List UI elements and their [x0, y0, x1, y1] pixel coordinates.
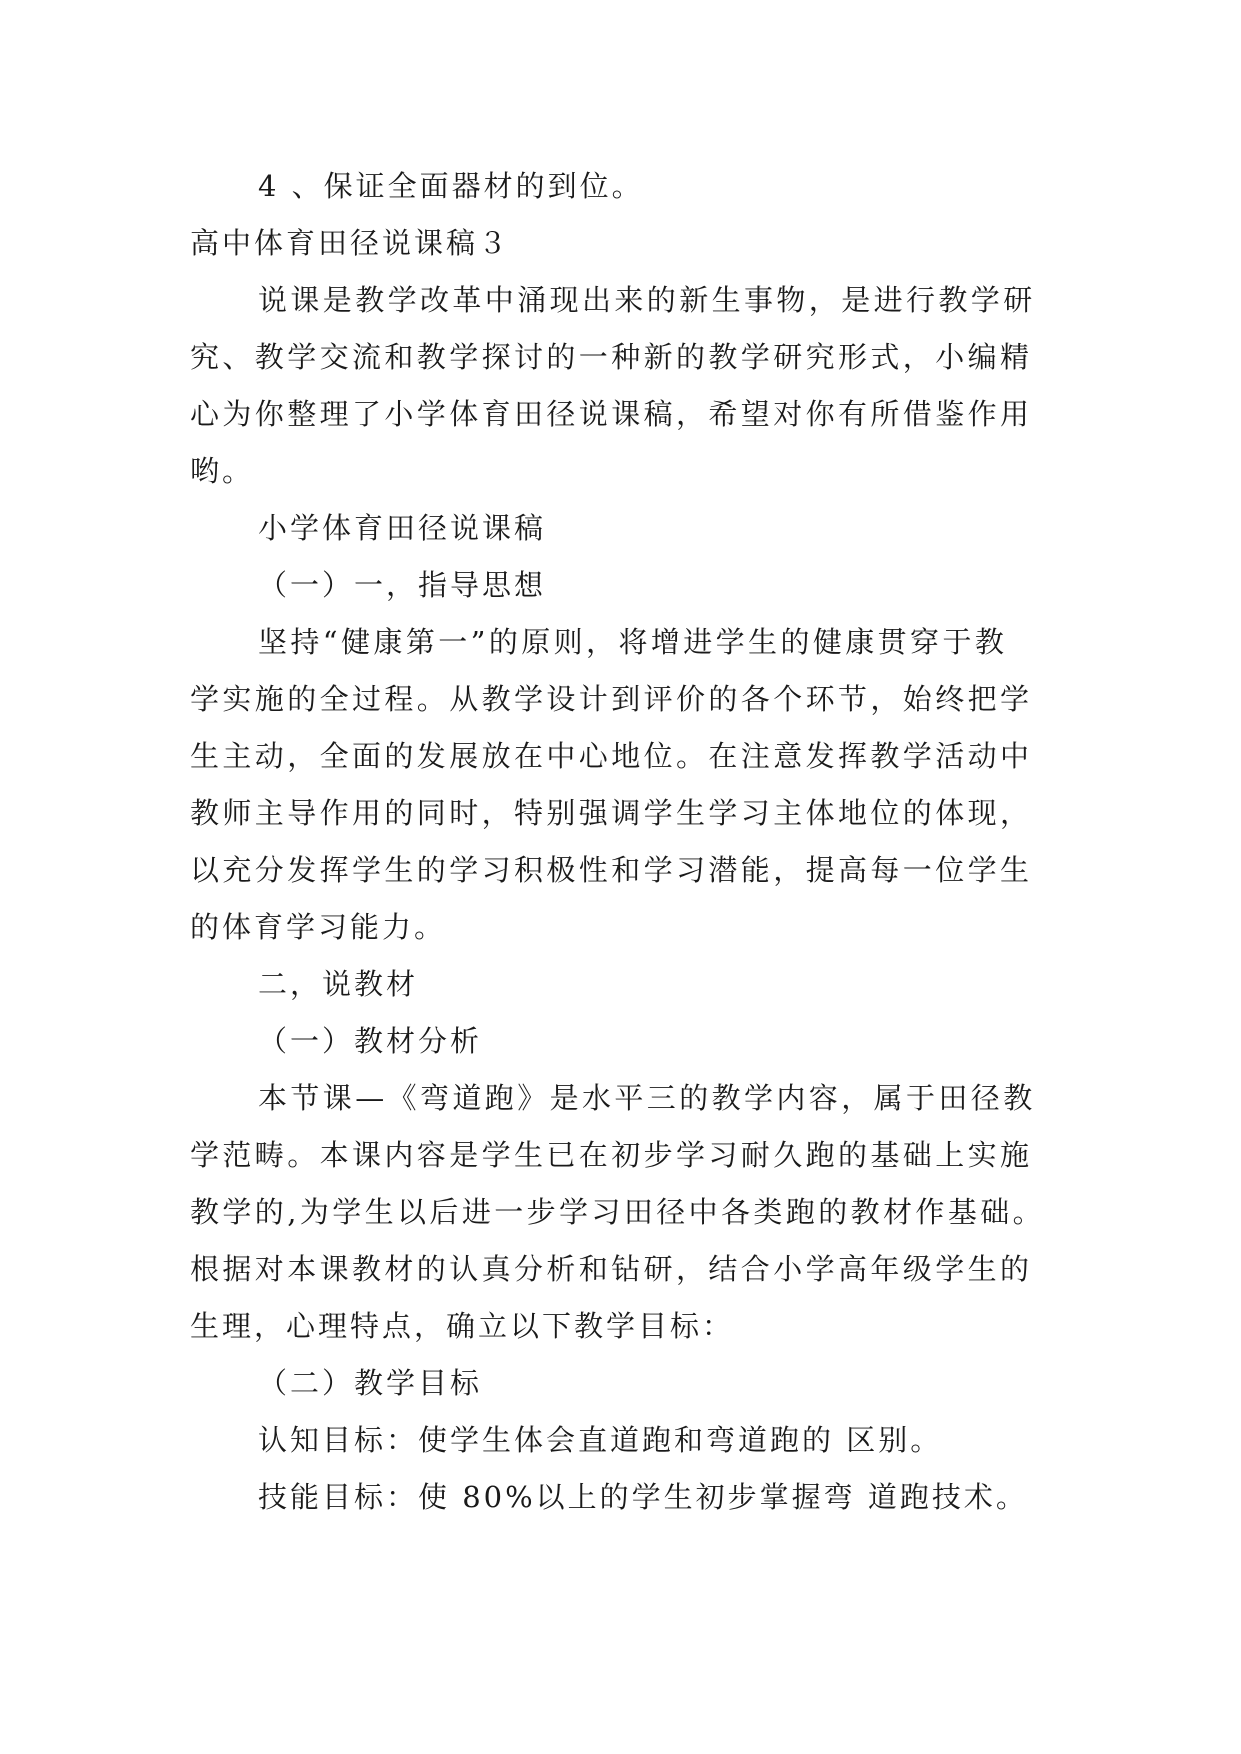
paragraph-line: 学实施的全过程。从教学设计到评价的各个环节，始终把学 — [190, 682, 1033, 716]
text-line-item-4: 4 、保证全面器材的到位。 — [258, 169, 644, 203]
paragraph-line: 的体育学习能力。 — [190, 910, 447, 944]
subheading: （一）一，指导思想 — [258, 568, 547, 602]
paragraph-line: 以充分发挥学生的学习积极性和学习潜能，提高每一位学生 — [190, 853, 1033, 887]
paragraph-line: 教师主导作用的同时，特别强调学生学习主体地位的体现， — [190, 796, 1033, 830]
paragraph-line: 学范畴。本课内容是学生已在初步学习耐久跑的基础上实施 — [190, 1138, 1033, 1172]
paragraph-line: 坚持“健康第一”的原则，将增进学生的健康贯穿于教 — [258, 625, 1008, 659]
paragraph-line: 认知目标：使学生体会直道跑和弯道跑的 区别。 — [258, 1423, 943, 1457]
paragraph-line: 本节课—《弯道跑》是水平三的教学内容，属于田径教 — [258, 1081, 1036, 1115]
paragraph-line: 教学的,为学生以后进一步学习田径中各类跑的教材作基础。 — [190, 1195, 1046, 1229]
paragraph-line: 究、教学交流和教学探讨的一种新的教学研究形式，小编精 — [190, 340, 1033, 374]
subheading: （一）教材分析 — [258, 1024, 483, 1058]
paragraph-line: 生理，心理特点，确立以下教学目标： — [190, 1309, 735, 1343]
paragraph-line: 技能目标：使 80%以上的学生初步掌握弯 道跑技术。 — [258, 1480, 1028, 1514]
paragraph-line: 根据对本课教材的认真分析和钻研，结合小学高年级学生的 — [190, 1252, 1033, 1286]
subheading: 二，说教材 — [258, 967, 419, 1001]
paragraph-line: 心为你整理了小学体育田径说课稿，希望对你有所借鉴作用 — [190, 397, 1033, 431]
paragraph-line: 生主动，全面的发展放在中心地位。在注意发挥教学活动中 — [190, 739, 1033, 773]
subheading: （二）教学目标 — [258, 1366, 483, 1400]
section-heading: 高中体育田径说课稿３ — [190, 226, 511, 260]
paragraph-line: 说课是教学改革中涌现出来的新生事物，是进行教学研 — [258, 283, 1036, 317]
subheading: 小学体育田径说课稿 — [258, 511, 547, 545]
paragraph-line: 哟。 — [190, 454, 255, 488]
